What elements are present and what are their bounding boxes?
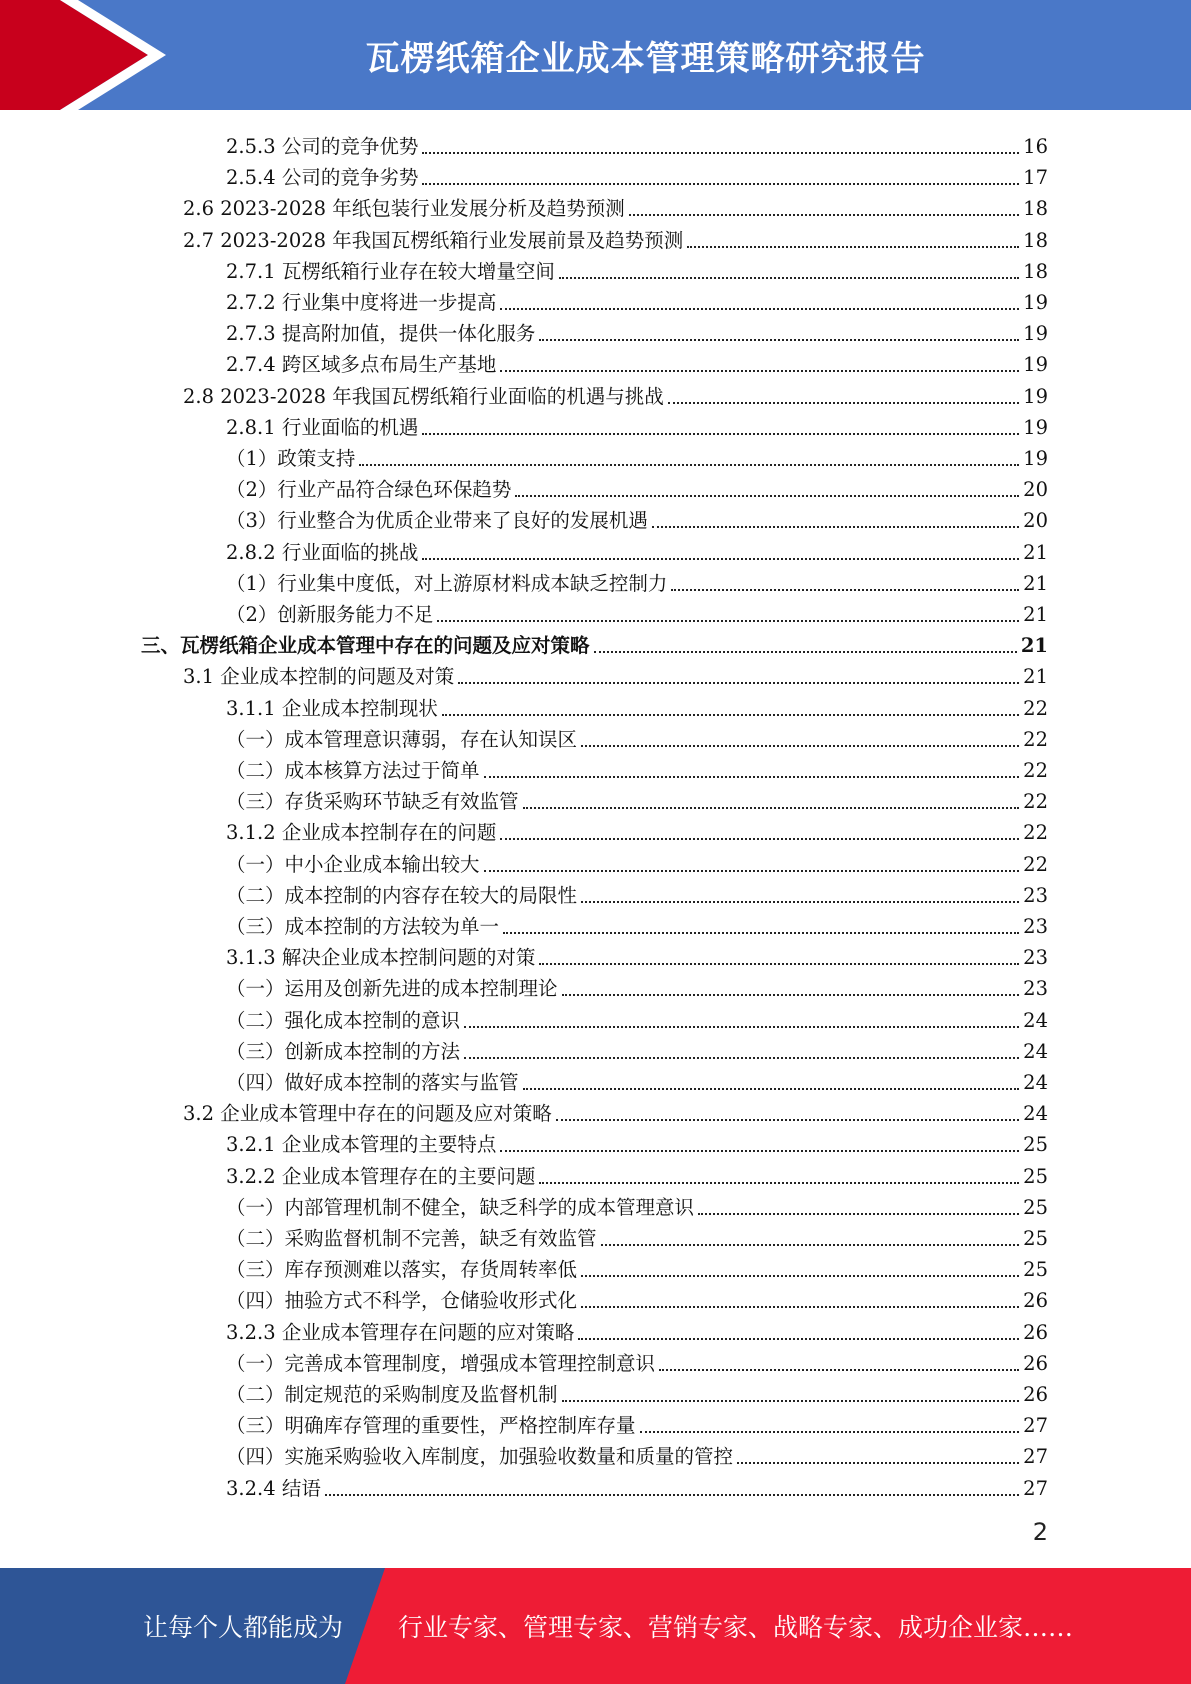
toc-dot-leader xyxy=(500,366,1019,372)
toc-dot-leader xyxy=(325,1490,1019,1496)
toc-entry[interactable] xyxy=(226,159,1048,190)
toc-entry-page: 22 xyxy=(1023,821,1048,845)
toc-dot-leader xyxy=(671,585,1019,591)
toc-entry-title: 2.8 2023-2028 年我国瓦楞纸箱行业面临的机遇与挑战 xyxy=(183,384,664,408)
toc-entry[interactable] xyxy=(226,939,1048,970)
toc-dot-leader xyxy=(539,335,1019,341)
toc-entry-title: 3.1.2 企业成本控制存在的问题 xyxy=(226,821,497,845)
toc-dot-leader xyxy=(539,1178,1019,1184)
toc-entry[interactable] xyxy=(226,440,1048,471)
toc-entry[interactable] xyxy=(226,970,1048,1001)
toc-entry-page: 27 xyxy=(1023,1414,1048,1438)
page-header xyxy=(0,0,1191,110)
toc-dot-leader xyxy=(484,772,1020,778)
toc-entry-title: （三）成本控制的方法较为单一 xyxy=(226,915,500,938)
toc-entry-page: 23 xyxy=(1023,915,1048,938)
toc-entry-page: 27 xyxy=(1023,1445,1048,1469)
toc-entry[interactable] xyxy=(226,471,1048,502)
toc-entry-title: （四）做好成本控制的落实与监管 xyxy=(226,1071,519,1094)
toc-dot-leader xyxy=(659,1365,1019,1371)
toc-dot-leader xyxy=(359,460,1019,466)
toc-dot-leader xyxy=(539,959,1019,965)
toc-dot-leader xyxy=(562,1396,1020,1402)
toc-entry-page: 24 xyxy=(1023,1008,1048,1032)
toc-dot-leader xyxy=(559,273,1019,279)
toc-entry-title: 2.8.2 行业面临的挑战 xyxy=(226,540,419,564)
toc-entry[interactable] xyxy=(226,1189,1048,1220)
toc-dot-leader xyxy=(422,554,1019,560)
toc-entry-page: 16 xyxy=(1023,135,1048,158)
toc-entry[interactable] xyxy=(226,502,1048,533)
report-title: 瓦楞纸箱企业成本管理策略研究报告 xyxy=(365,38,926,79)
toc-entry[interactable] xyxy=(226,752,1048,783)
toc-dot-leader xyxy=(601,1240,1020,1246)
toc-entry-title: 2.8.1 行业面临的机遇 xyxy=(226,415,419,439)
toc-entry-page: 21 xyxy=(1023,603,1048,626)
toc-entry-title: （四）实施采购验收入库制度，加强验收数量和质量的管控 xyxy=(226,1445,734,1469)
toc-entry-title: （二）成本控制的内容存在较大的局限性 xyxy=(226,883,578,907)
toc-entry[interactable] xyxy=(183,222,1048,253)
toc-entry[interactable] xyxy=(226,814,1048,845)
toc-entry-title: （3）行业整合为优质企业带来了良好的发展机遇 xyxy=(226,509,648,533)
toc-dot-leader xyxy=(523,803,1020,809)
toc-entry-title: 3.1 企业成本控制的问题及对策 xyxy=(183,665,455,689)
toc-entry-title: （一）中小企业成本输出较大 xyxy=(226,852,480,876)
toc-entry-page: 26 xyxy=(1023,1383,1048,1406)
toc-dot-leader xyxy=(578,1334,1019,1340)
toc-entry[interactable] xyxy=(226,565,1048,596)
toc-entry[interactable] xyxy=(226,1220,1048,1251)
toc-entry-title: （二）制定规范的采购制度及监督机制 xyxy=(226,1383,558,1406)
toc-entry-page: 22 xyxy=(1023,790,1048,814)
toc-entry-title: 2.7.4 跨区域多点布局生产基地 xyxy=(226,353,497,377)
toc-entry[interactable] xyxy=(226,908,1048,939)
toc-dot-leader xyxy=(464,1053,1019,1059)
toc-entry-page: 26 xyxy=(1023,1320,1048,1344)
toc-entry-title: （二）采购监督机制不完善，缺乏有效监管 xyxy=(226,1227,597,1250)
toc-entry[interactable] xyxy=(226,596,1048,627)
toc-entry-title: （二）强化成本控制的意识 xyxy=(226,1008,461,1032)
toc-entry-title: （四）抽验方式不科学，仓储验收形式化 xyxy=(226,1289,578,1313)
toc-entry-page: 21 xyxy=(1020,634,1048,658)
toc-entry[interactable] xyxy=(226,284,1048,315)
toc-entry-title: （三）存货采购环节缺乏有效监管 xyxy=(226,790,519,814)
toc-entry-title: 3.1.1 企业成本控制现状 xyxy=(226,696,438,720)
toc-entry-page: 17 xyxy=(1023,166,1048,190)
toc-entry[interactable] xyxy=(226,409,1048,440)
toc-entry[interactable] xyxy=(183,658,1048,689)
toc-entry-page: 26 xyxy=(1023,1289,1048,1313)
toc-entry-page: 25 xyxy=(1023,1133,1048,1157)
toc-dot-leader xyxy=(515,491,1019,497)
toc-entry[interactable] xyxy=(226,1251,1048,1282)
toc-entry[interactable] xyxy=(226,1470,1048,1501)
toc-dot-leader xyxy=(523,1084,1020,1090)
toc-entry[interactable] xyxy=(226,783,1048,814)
toc-entry-title: 2.5.4 公司的竞争劣势 xyxy=(226,166,419,190)
toc-entry[interactable] xyxy=(226,1407,1048,1438)
toc-entry[interactable] xyxy=(226,690,1048,721)
toc-entry-page: 27 xyxy=(1023,1476,1048,1500)
toc-entry-title: 2.7 2023-2028 年我国瓦楞纸箱行业发展前景及趋势预测 xyxy=(183,228,684,252)
toc-entry-page: 19 xyxy=(1023,384,1048,408)
toc-entry-page: 25 xyxy=(1023,1164,1048,1188)
toc-entry-page: 20 xyxy=(1023,509,1048,533)
toc-entry-page: 24 xyxy=(1023,1102,1048,1126)
toc-entry-title: （三）明确库存管理的重要性，严格控制库存量 xyxy=(226,1414,636,1438)
toc-dot-leader xyxy=(640,1427,1020,1433)
toc-dot-leader xyxy=(442,710,1019,716)
toc-entry-page: 19 xyxy=(1023,322,1048,346)
toc-dot-leader xyxy=(500,304,1019,310)
toc-entry-title: （2）创新服务能力不足 xyxy=(226,603,434,626)
toc-entry-page: 19 xyxy=(1023,291,1048,314)
toc-entry-title: （一）完善成本管理制度，增强成本管理控制意识 xyxy=(226,1351,656,1375)
footer-slogan-left: 让每个人都能成为 xyxy=(143,1613,344,1642)
toc-entry-page: 24 xyxy=(1023,1071,1048,1094)
toc-dot-leader xyxy=(500,1146,1019,1152)
toc-entry-page: 22 xyxy=(1023,852,1048,876)
toc-entry-title: （1）行业集中度低，对上游原材料成本缺乏控制力 xyxy=(226,571,668,595)
toc-dot-leader xyxy=(687,242,1019,248)
toc-dot-leader xyxy=(422,429,1019,435)
toc-entry-title: 3.2.3 企业成本管理存在问题的应对策略 xyxy=(226,1320,575,1344)
toc-entry-title: （二）成本核算方法过于简单 xyxy=(226,759,480,782)
toc-entry[interactable] xyxy=(226,1376,1048,1407)
toc-dot-leader xyxy=(581,741,1019,747)
toc-entry-page: 22 xyxy=(1023,727,1048,751)
toc-entry-title: 2.7.3 提高附加值，提供一体化服务 xyxy=(226,322,536,346)
toc-entry-page: 18 xyxy=(1023,259,1048,283)
toc-entry-title: （三）库存预测难以落实，存货周转率低 xyxy=(226,1258,578,1282)
toc-entry-page: 22 xyxy=(1023,759,1048,782)
toc-dot-leader xyxy=(698,1209,1019,1215)
toc-entry-title: 3.2.4 结语 xyxy=(226,1476,321,1500)
toc-dot-leader xyxy=(562,990,1020,996)
toc-dot-leader xyxy=(629,210,1019,216)
toc-entry[interactable] xyxy=(226,1158,1048,1189)
toc-dot-leader xyxy=(458,678,1019,684)
toc-entry-title: 三、瓦楞纸箱企业成本管理中存在的问题及应对策略 xyxy=(141,634,590,658)
toc-entry-page: 25 xyxy=(1023,1258,1048,1282)
toc-entry[interactable] xyxy=(226,1033,1048,1064)
toc-entry-page: 23 xyxy=(1023,946,1048,970)
toc-entry-title: 2.5.3 公司的竞争优势 xyxy=(226,135,419,158)
toc-entry-page: 18 xyxy=(1023,228,1048,252)
toc-entry[interactable] xyxy=(226,534,1048,565)
page-footer xyxy=(0,1568,1191,1684)
toc-dot-leader xyxy=(594,647,1017,653)
toc-entry-page: 20 xyxy=(1023,478,1048,502)
toc-entry-page: 26 xyxy=(1023,1351,1048,1375)
toc-entry-title: （一）运用及创新先进的成本控制理论 xyxy=(226,977,558,1001)
toc-dot-leader xyxy=(422,179,1019,185)
toc-dot-leader xyxy=(668,398,1019,404)
toc-dot-leader xyxy=(581,897,1019,903)
page-number: 2 xyxy=(1032,1518,1048,1546)
toc-entry-title: 3.2 企业成本管理中存在的问题及应对策略 xyxy=(183,1102,552,1126)
toc-entry-page: 23 xyxy=(1023,977,1048,1001)
toc-entry-page: 19 xyxy=(1023,447,1048,470)
toc-entry[interactable] xyxy=(226,1314,1048,1345)
toc-entry[interactable] xyxy=(226,315,1048,346)
toc-dot-leader xyxy=(581,1271,1019,1277)
toc-entry-title: 3.2.2 企业成本管理存在的主要问题 xyxy=(226,1164,536,1188)
toc-entry-title: （一）成本管理意识薄弱，存在认知误区 xyxy=(226,727,578,751)
toc-entry[interactable] xyxy=(226,1126,1048,1157)
toc-entry[interactable] xyxy=(226,1064,1048,1095)
toc-entry[interactable] xyxy=(226,846,1048,877)
toc-entry-page: 21 xyxy=(1023,665,1048,689)
toc-dot-leader xyxy=(422,148,1019,154)
toc-entry[interactable] xyxy=(226,128,1048,159)
toc-entry[interactable] xyxy=(226,1345,1048,1376)
toc-entry[interactable] xyxy=(141,627,1048,658)
toc-entry-title: （2）行业产品符合绿色环保趋势 xyxy=(226,478,512,502)
toc-entry-title: （1）政策支持 xyxy=(226,447,356,470)
toc-entry-page: 18 xyxy=(1023,197,1048,221)
toc-entry-page: 25 xyxy=(1023,1227,1048,1250)
toc-entry-title: 3.2.1 企业成本管理的主要特点 xyxy=(226,1133,497,1157)
toc-entry[interactable] xyxy=(183,1095,1048,1126)
toc-entry[interactable] xyxy=(226,253,1048,284)
toc-entry-page: 23 xyxy=(1023,883,1048,907)
toc-entry[interactable] xyxy=(226,1002,1048,1033)
toc-entry-page: 24 xyxy=(1023,1039,1048,1063)
toc-entry-title: 3.1.3 解决企业成本控制问题的对策 xyxy=(226,946,536,970)
footer-slogan-right: 行业专家、管理专家、营销专家、战略专家、成功企业家…… xyxy=(398,1613,1074,1642)
toc-entry-page: 21 xyxy=(1023,571,1048,595)
toc-entry-title: 2.6 2023-2028 年纸包装行业发展分析及趋势预测 xyxy=(183,197,625,221)
toc-dot-leader xyxy=(437,616,1019,622)
toc-dot-leader xyxy=(652,522,1019,528)
toc-entry[interactable] xyxy=(226,346,1048,377)
toc-dot-leader xyxy=(500,834,1019,840)
toc-entry-page: 22 xyxy=(1023,696,1048,720)
toc-dot-leader xyxy=(556,1115,1019,1121)
toc-entry-page: 19 xyxy=(1023,353,1048,377)
toc-entry[interactable] xyxy=(226,1438,1048,1469)
toc-dot-leader xyxy=(581,1302,1019,1308)
toc-entry-title: （一）内部管理机制不健全，缺乏科学的成本管理意识 xyxy=(226,1195,695,1219)
toc-dot-leader xyxy=(464,1022,1019,1028)
toc-dot-leader xyxy=(737,1458,1019,1464)
toc-entry[interactable] xyxy=(226,721,1048,752)
toc-entry[interactable] xyxy=(183,378,1048,409)
toc-entry-title: 2.7.1 瓦楞纸箱行业存在较大增量空间 xyxy=(226,259,555,283)
toc-entry[interactable] xyxy=(183,190,1048,221)
toc-entry-page: 19 xyxy=(1023,415,1048,439)
toc-dot-leader xyxy=(503,928,1019,934)
toc-entry[interactable] xyxy=(226,1282,1048,1313)
toc-entry[interactable] xyxy=(226,877,1048,908)
toc-entry-page: 21 xyxy=(1023,540,1048,564)
toc-dot-leader xyxy=(484,866,1020,872)
toc-entry-page: 25 xyxy=(1023,1195,1048,1219)
toc-entry-title: （三）创新成本控制的方法 xyxy=(226,1039,461,1063)
toc-entry-title: 2.7.2 行业集中度将进一步提高 xyxy=(226,291,497,314)
